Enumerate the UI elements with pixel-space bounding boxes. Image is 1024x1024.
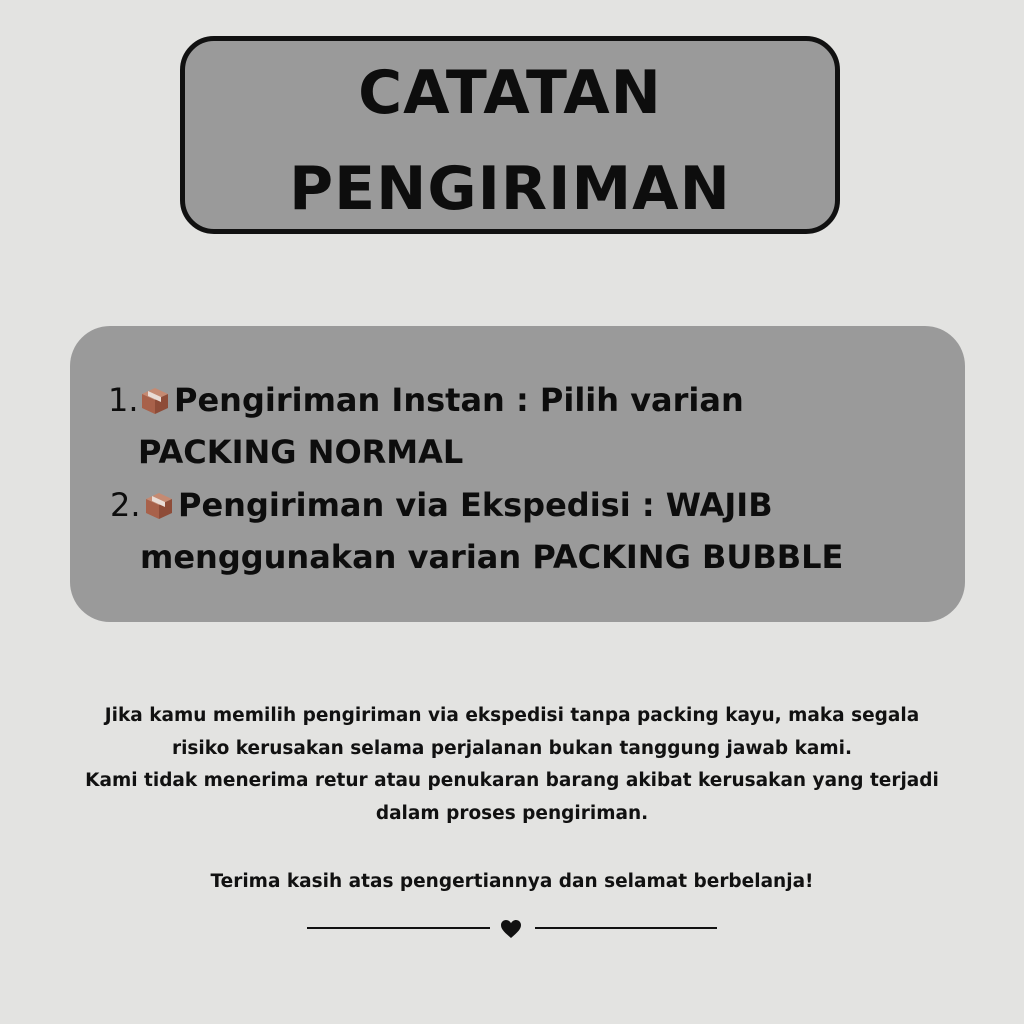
note-line: risiko kerusakan selama perjalanan bukan tanggung jawab kami. xyxy=(171,737,853,759)
heart-icon xyxy=(500,919,522,939)
package-box-icon xyxy=(144,491,174,521)
shipping-note xyxy=(60,700,964,830)
title-box xyxy=(180,36,840,234)
title-line-1: CATATAN xyxy=(358,58,662,128)
package-box-icon xyxy=(140,386,170,416)
thanks-message: Terima kasih atas pengertiannya dan selamat berbelanja! xyxy=(210,871,814,892)
item-line-1: Pengiriman via Ekspedisi : WAJIB xyxy=(178,486,773,524)
item-line-1: Pengiriman Instan : Pilih varian xyxy=(174,381,744,419)
note-line: Kami tidak menerima retur atau penukaran barang akibat kerusakan yang terjadi xyxy=(85,770,939,791)
item-line-2: menggunakan varian PACKING BUBBLE xyxy=(140,538,844,576)
title-line-2: PENGIRIMAN xyxy=(289,154,731,224)
shipping-info-box xyxy=(70,326,965,622)
note-line: dalam proses pengiriman. xyxy=(375,802,649,824)
item-line-2: PACKING NORMAL xyxy=(138,433,464,471)
item-number: 1. xyxy=(108,381,139,419)
item-number: 2. xyxy=(110,486,141,524)
note-line: Jika kamu memilih pengiriman via ekspedisi tanpa packing kayu, maka segala xyxy=(104,705,920,726)
divider-line-right xyxy=(535,927,717,929)
divider-line-left xyxy=(307,927,490,929)
